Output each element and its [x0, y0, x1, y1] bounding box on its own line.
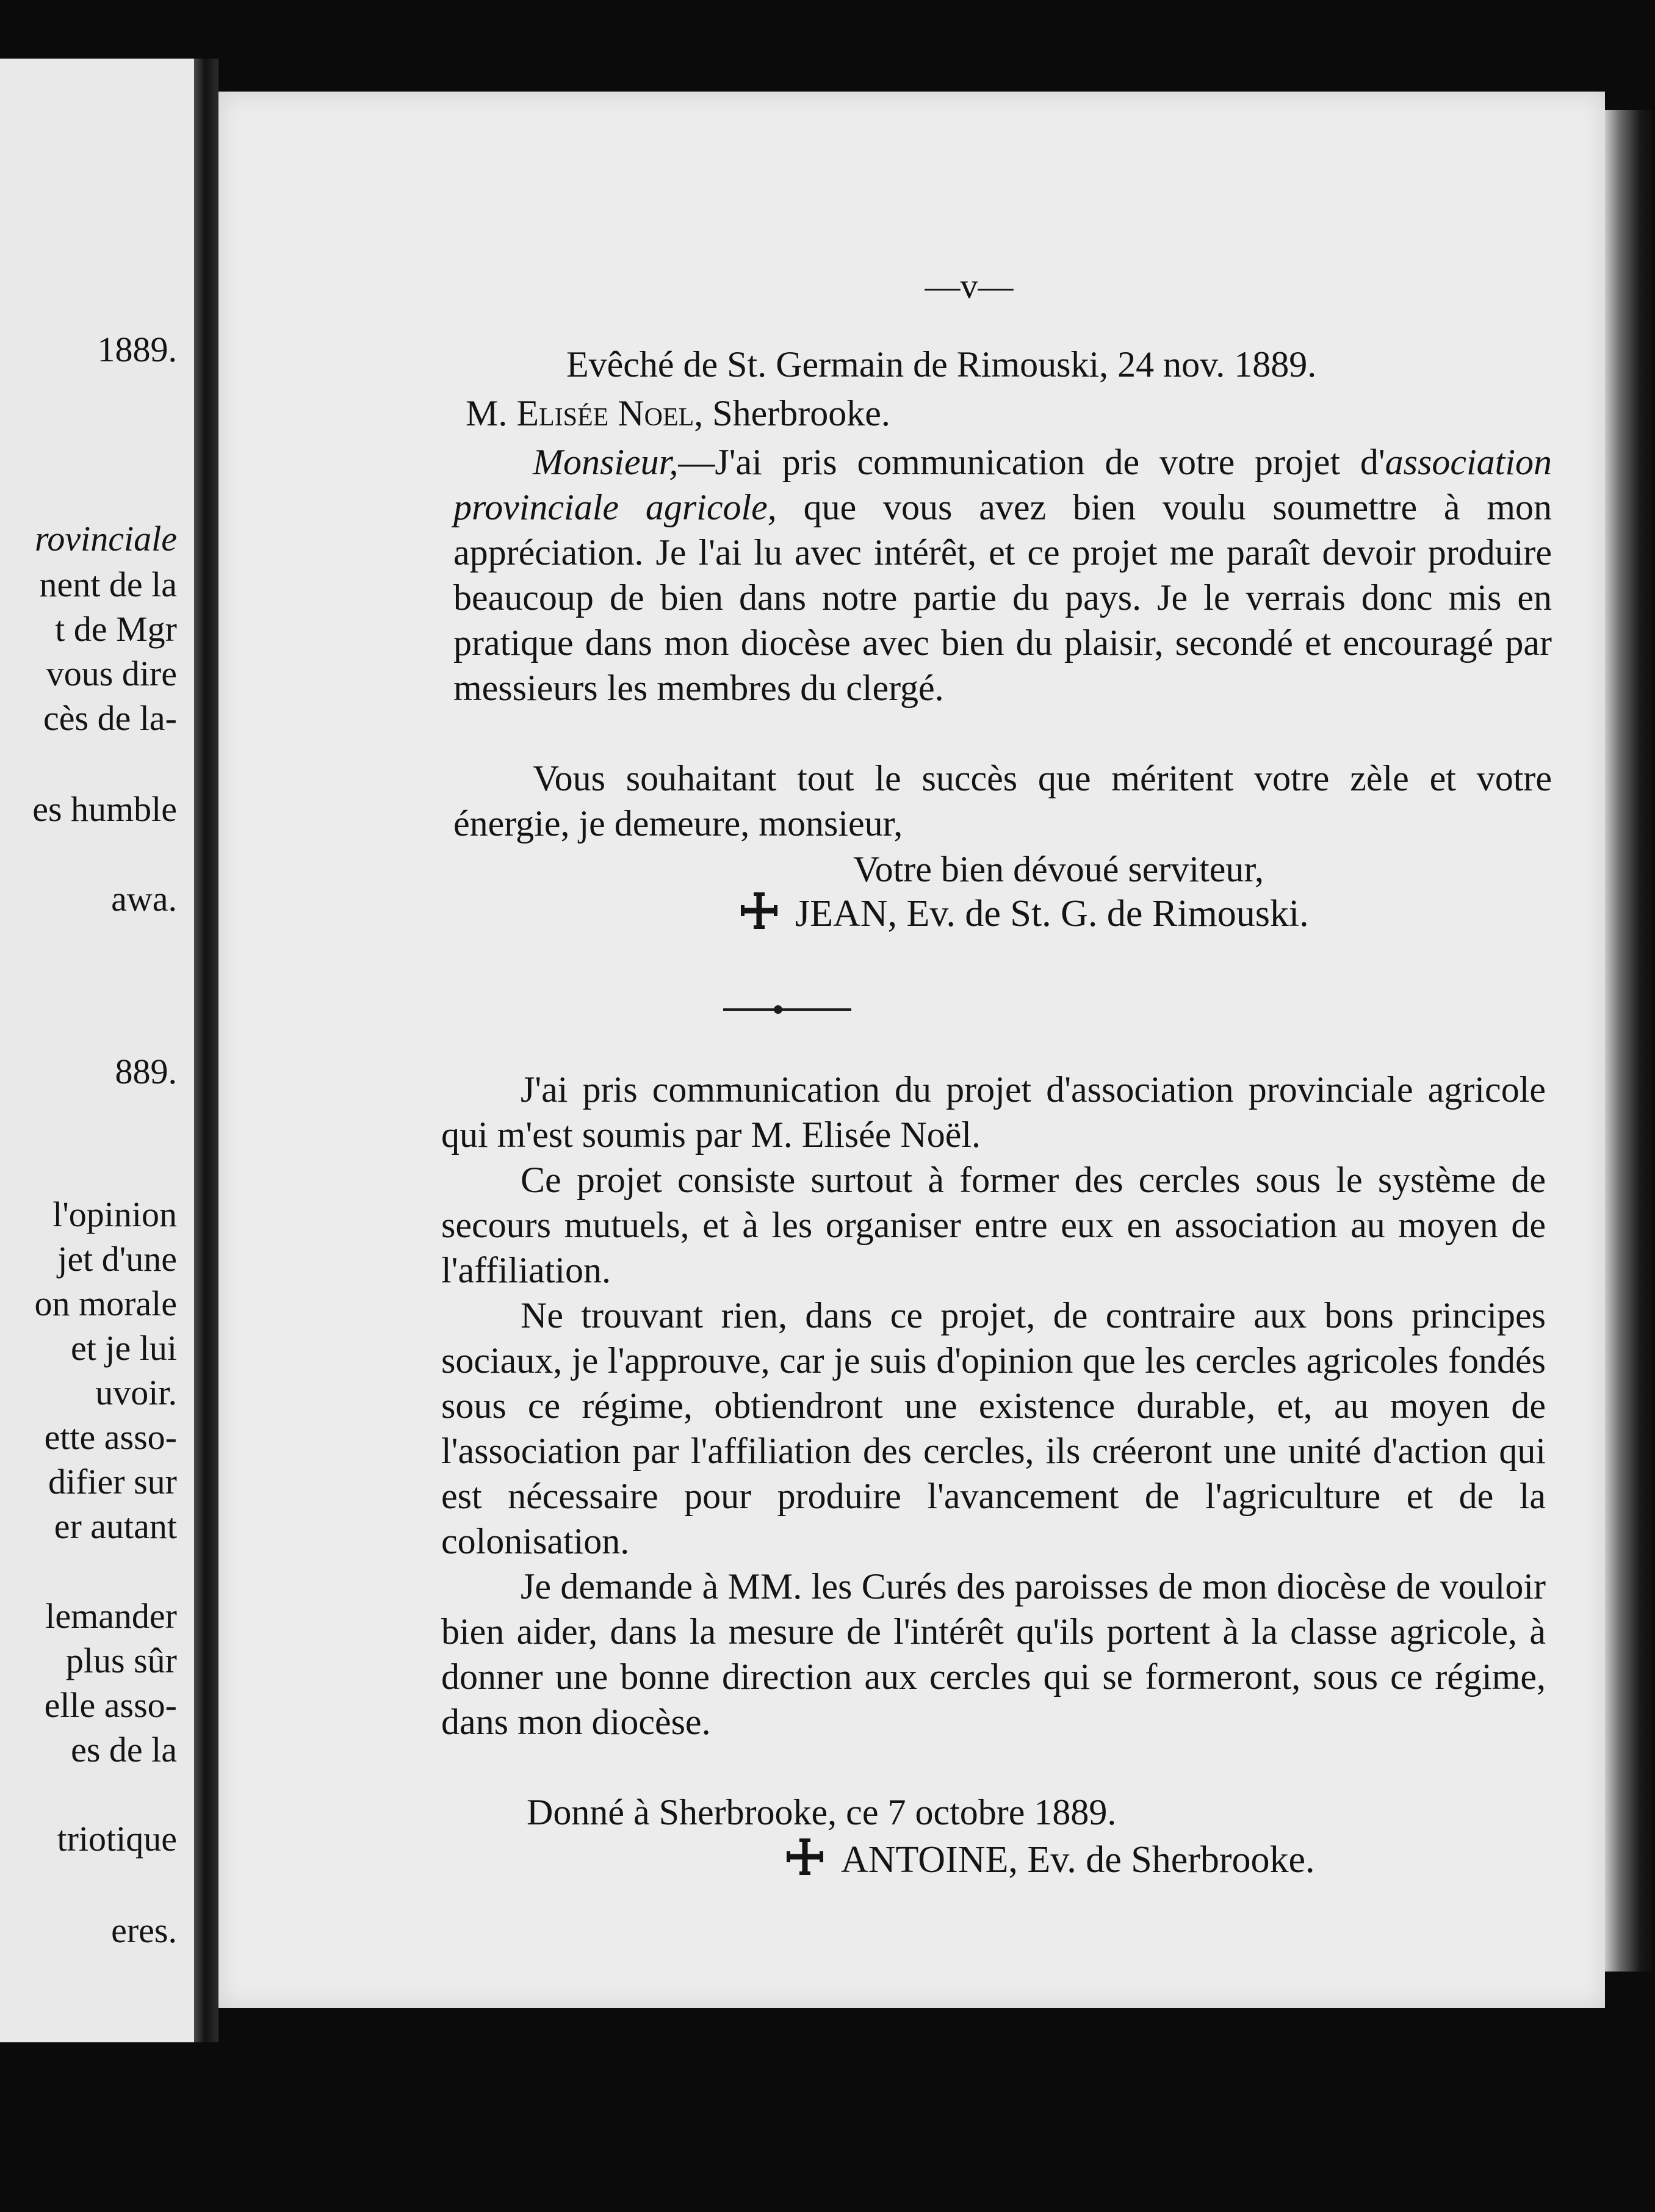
letter2-signature-line	[786, 1837, 1315, 1882]
letter1-signature: JEAN, Ev. de St. G. de Rimouski.	[795, 893, 1309, 934]
salutation: Monsieur,	[533, 442, 679, 482]
letter1-closing: Votre bien dévoué serviteur,	[853, 849, 1264, 889]
left-page-line: es de la	[71, 1730, 177, 1769]
episcopal-cross-icon	[786, 1838, 824, 1876]
left-page-line: lemander	[45, 1596, 177, 1636]
left-page-line: eres.	[111, 1910, 177, 1950]
letter2-paragraph-1: J'ai pris communication du projet d'association provinciale agricole qui m'est soumis par M. Elisée Noël.	[441, 1069, 1546, 1155]
right-page	[218, 92, 1605, 2008]
left-page-line: jet d'une	[57, 1239, 177, 1279]
letter1-addressee	[466, 391, 1076, 436]
left-page-line: difier sur	[48, 1462, 177, 1502]
left-page-line: nent de la	[39, 565, 177, 604]
letter2-signature: ANTOINE, Ev. de Sherbrooke.	[841, 1839, 1315, 1881]
episcopal-cross-icon	[740, 892, 778, 930]
letter2-dateline: Donné à Sherbrooke, ce 7 octobre 1889.	[527, 1792, 1117, 1832]
letter1-paragraph-1	[453, 439, 1552, 710]
left-page-line: t de Mgr	[55, 609, 177, 649]
left-page-line: vous dire	[46, 654, 177, 693]
section-divider	[723, 1008, 851, 1011]
left-page-line: ette asso-	[44, 1417, 177, 1457]
left-page-line: on morale	[34, 1284, 177, 1323]
left-page-line: es humble	[32, 789, 177, 829]
left-page-line: plus sûr	[65, 1641, 177, 1680]
left-page-line: rovinciale	[35, 519, 177, 558]
left-page-line: cès de la-	[43, 698, 177, 738]
book-gutter	[194, 59, 218, 2042]
left-page-line: l'opinion	[52, 1195, 177, 1234]
left-page-line: er autant	[54, 1506, 177, 1546]
letter1-body-rest: que vous avez bien voulu soumettre à mon appréciation. Je l'ai lu avec intérêt, et ce projet me paraît devoir produire beaucoup de bien dans notre partie du pays. Je le verrais donc mis en pratique dans mon diocèse avec bien du plaisir, secondé et encouragé par messieurs les membres du clergé.	[453, 487, 1552, 708]
letter2-paragraph-3: Ne trouvant rien, dans ce projet, de contraire aux bons principes sociaux, je l'approuve, car je suis d'opinion que les cercles agricoles fondés sous ce régime, obtiendront une existence durable, et, au moyen de l'association par l'affiliation des cercles, ils créeront une unité d'action qui est nécessaire pour produire l'avancement de l'agriculture et de la colonisation.	[441, 1295, 1546, 1561]
addressee-name: M. Elisée Noel,	[466, 393, 704, 433]
left-page-line: 889.	[115, 1052, 177, 1091]
page-edge-shadow	[1605, 110, 1655, 1972]
divider-ornament	[774, 1005, 782, 1014]
left-page-fragment	[0, 59, 194, 2042]
letter1-paragraph-2: Vous souhaitant tout le succès que méritent votre zèle et votre énergie, je demeure, monsieur,	[453, 758, 1552, 844]
letter1-body-italic: association provinciale agricole,	[453, 442, 1552, 527]
letter1-body-start: —J'ai pris communication de votre projet d'	[678, 442, 1385, 482]
left-page-line: elle asso-	[44, 1685, 177, 1725]
left-page-line: 1889.	[97, 330, 177, 369]
addressee-place: Sherbrooke.	[712, 393, 890, 433]
left-page-line: triotique	[57, 1819, 177, 1859]
letter2-paragraph-4: Je demande à MM. les Curés des paroisses de mon diocèse de vouloir bien aider, dans la mesure de l'intérêt qu'ils portent à la classe agricole, à donner une bonne direction aux cercles qui se formeront, sous ce régime, dans mon diocèse.	[441, 1566, 1546, 1742]
left-page-line: uvoir.	[95, 1373, 177, 1412]
page-number: —v—	[925, 266, 1014, 306]
letter1-dateline: Evêché de St. Germain de Rimouski, 24 nov. 1889.	[566, 344, 1317, 385]
left-page-line: et je lui	[71, 1328, 177, 1368]
letter1-signature-line	[740, 891, 1309, 936]
letter2-paragraph-2: Ce projet consiste surtout à former des cercles sous le système de secours mutuels, et à les organiser entre eux en association au moyen de l'affiliation.	[441, 1160, 1546, 1290]
left-page-line: awa.	[111, 879, 177, 919]
